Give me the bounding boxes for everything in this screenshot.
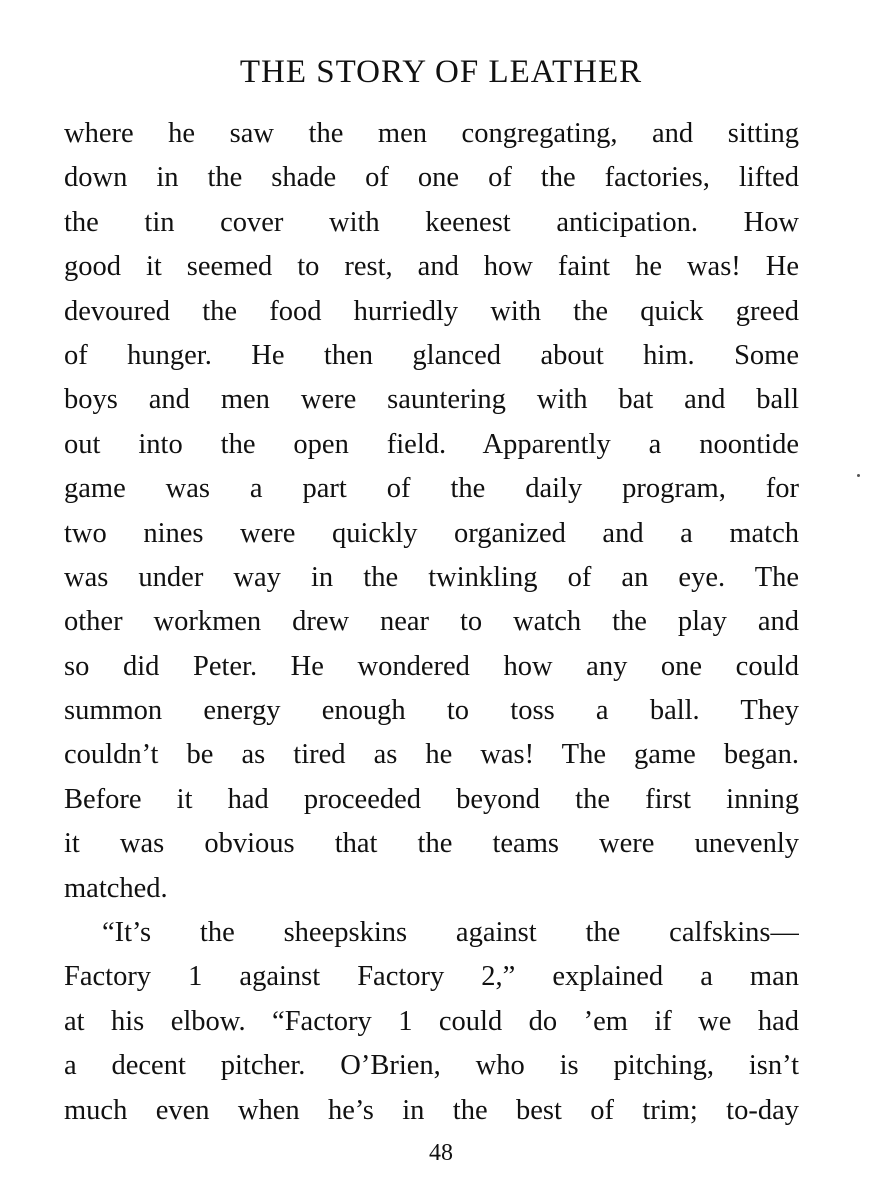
text-line: two nines were quickly organized and a match [64, 517, 799, 549]
text-line: good it seemed to rest, and how faint he was! He [64, 251, 799, 283]
text-line: of hunger. He then glanced about him. Some [64, 339, 799, 371]
text-line: much even when he’s in the best of trim; to-day [64, 1094, 799, 1126]
text-line: so did Peter. He wondered how any one could [64, 650, 799, 682]
text-line: boys and men were sauntering with bat and ball [64, 384, 799, 416]
text-line: at his elbow. “Factory 1 could do ’em if we had [64, 1005, 799, 1037]
text-line: Before it had proceeded beyond the first inning [64, 783, 799, 815]
body-text [64, 112, 799, 1133]
text-line: summon energy enough to toss a ball. They [64, 695, 799, 727]
text-line: was under way in the twinkling of an eye. The [64, 561, 799, 593]
text-line: out into the open field. Apparently a noontide [64, 428, 799, 460]
print-speck [857, 474, 860, 477]
text-line: where he saw the men congregating, and sitting [64, 118, 799, 149]
text-line: couldn’t be as tired as he was! The game began. [64, 739, 799, 771]
text-line: Factory 1 against Factory 2,” explained a man [64, 961, 799, 993]
text-line: it was obvious that the teams were unevenly [64, 828, 799, 860]
text-line: down in the shade of one of the factories, lifted [64, 162, 799, 194]
running-title: THE STORY OF LEATHER [239, 54, 643, 90]
page-number: 48 [429, 1140, 453, 1166]
text-line: the tin cover with keenest anticipation. How [64, 206, 799, 238]
text-line: game was a part of the daily program, for [64, 473, 799, 505]
text-line: other workmen drew near to watch the play and [64, 606, 799, 638]
text-line: a decent pitcher. O’Brien, who is pitching, isn’t [64, 1050, 799, 1082]
text-line: devoured the food hurriedly with the quick greed [64, 295, 799, 327]
text-line: matched. [64, 872, 168, 904]
text-line: “It’s the sheepskins against the calfskins— [102, 917, 799, 949]
